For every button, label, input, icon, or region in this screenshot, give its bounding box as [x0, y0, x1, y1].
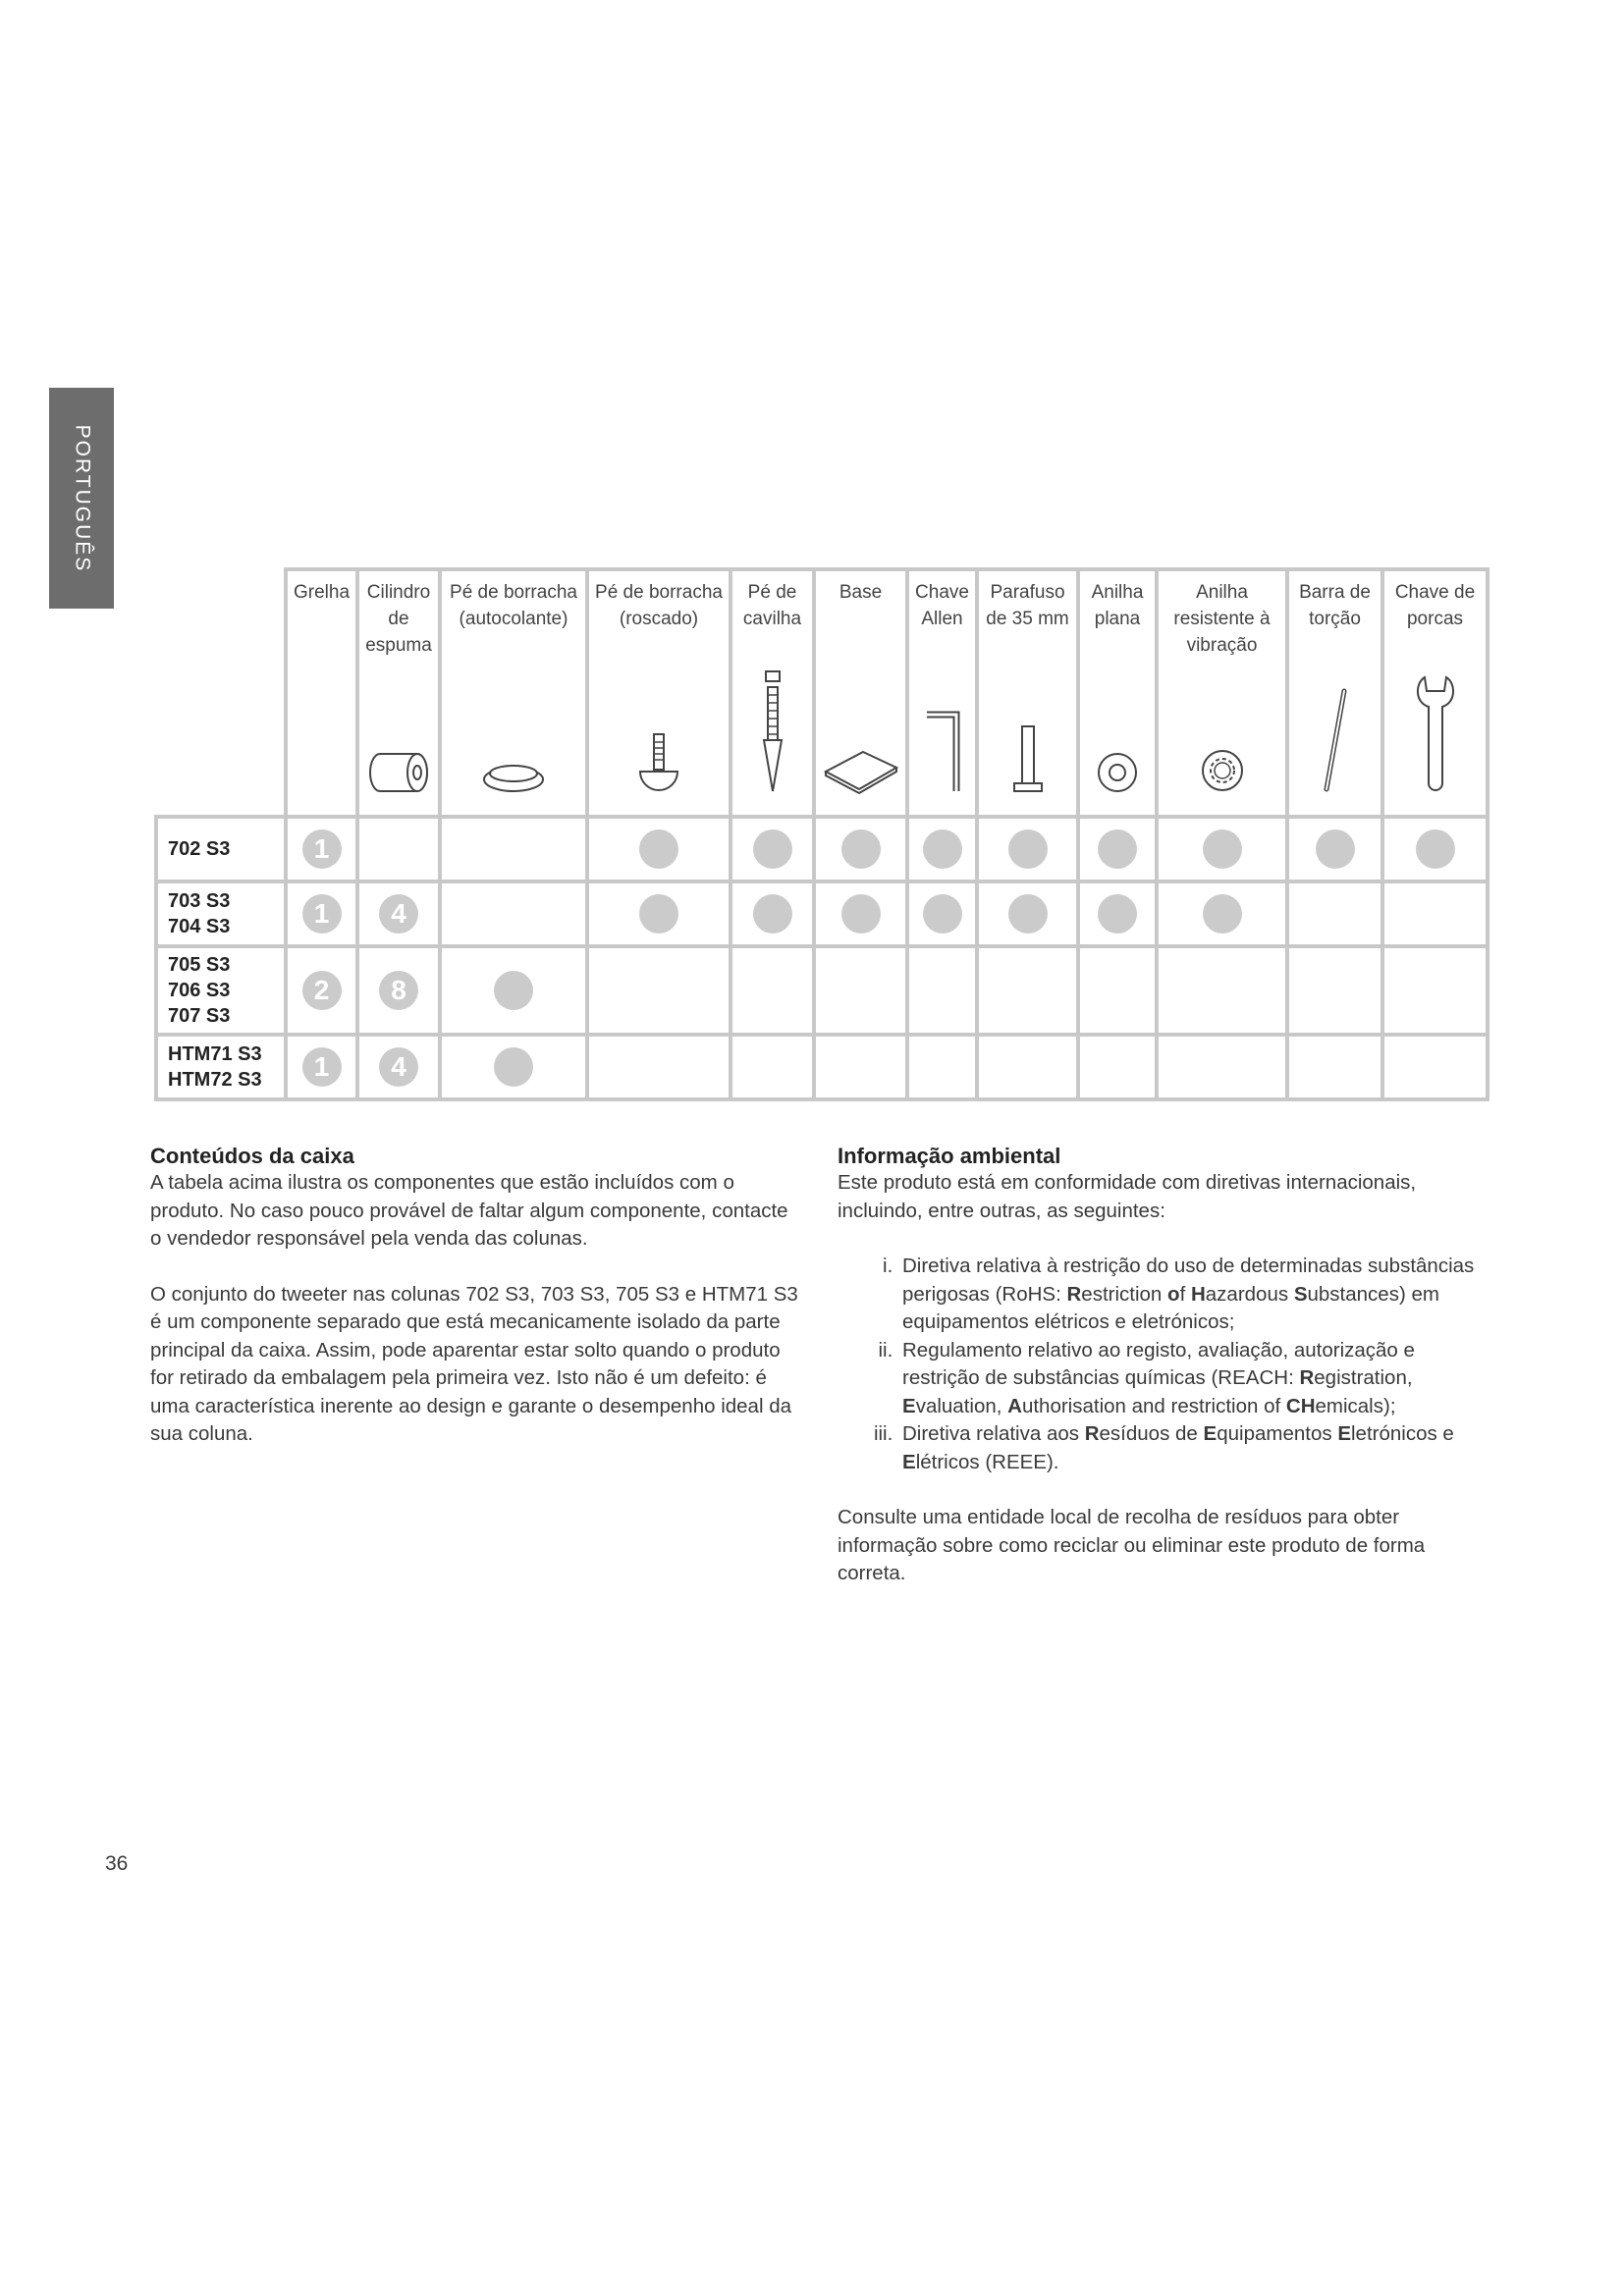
cell-washer: [1078, 946, 1157, 1035]
cell-base: [814, 946, 907, 1035]
cell-lock-washer: [1157, 817, 1287, 881]
cell-allen: [907, 881, 977, 946]
cell-spanner: [1382, 817, 1488, 881]
header-spacer: [156, 569, 286, 817]
cell-rubber-threaded: [587, 817, 731, 881]
directive-text: Diretiva relativa aos: [902, 1422, 1085, 1445]
rubber-foot-adhesive-icon: [479, 756, 548, 795]
cell-rubber-adhesive: [440, 946, 587, 1035]
cell-screw: [977, 817, 1078, 881]
col-label: Pé de borracha (autocolante): [450, 582, 577, 629]
cell-screw: [977, 946, 1078, 1035]
cell-torsion-bar: [1287, 881, 1382, 946]
included-dot: [1008, 829, 1048, 869]
cell-torsion-bar: [1287, 817, 1382, 881]
model-cell: [156, 817, 286, 881]
cell-foam: [357, 817, 440, 881]
model-cell: [156, 881, 286, 946]
included-dot: [494, 971, 533, 1010]
quantity-badge: 1: [302, 894, 342, 934]
included-dot: [639, 829, 678, 869]
model-name: 706 S3: [168, 980, 231, 1001]
acronym-letter: R: [1066, 1282, 1082, 1306]
model-name: 703 S3: [168, 890, 231, 912]
quantity-badge: 1: [302, 829, 342, 869]
acronym-letter: S: [1293, 1282, 1308, 1306]
included-dot: [753, 894, 792, 934]
rubber-foot-threaded-icon: [634, 730, 683, 795]
cell-foam: [357, 881, 440, 946]
acronym-letter: E: [1337, 1422, 1351, 1445]
cell-rubber-adhesive: [440, 881, 587, 946]
included-dot: [923, 894, 962, 934]
directive-text: ubstances: [1307, 1282, 1399, 1306]
quantity-badge: 8: [379, 971, 418, 1010]
cell-spanner: [1382, 881, 1488, 946]
model-name: 704 S3: [168, 916, 231, 937]
directive-text: Diretiva relativa à restrição do uso de determinadas substâncias perigosas (RoHS:: [902, 1255, 1475, 1306]
directive-item-reach: [898, 1337, 1486, 1421]
allen-key-icon: [921, 709, 964, 795]
acronym-letter: R: [1084, 1422, 1100, 1445]
cell-spike: [731, 946, 814, 1035]
directive-text: quipamentos: [1217, 1422, 1338, 1445]
cell-spanner: [1382, 946, 1488, 1035]
box-contents-paragraph-2: O conjunto do tweeter nas colunas 702 S3, 703 S3, 705 S3 e HTM71 S3 é um componente separado que está mecanicamente isolado da parte principal da caixa. Assim, pode aparentar estar solto quando o produto for retirado da embalagem pela primeira vez. Isto não é um defeito: é uma característica inerente ao design e garante o desempenho ideal da sua coluna.: [150, 1282, 798, 1445]
included-dot: [639, 894, 678, 934]
table-row: [156, 817, 1488, 881]
col-label: Grelha: [293, 582, 351, 603]
environmental-outro: Consulte uma entidade local de recolha de resíduos para obter informação sobre como reciclar ou eliminar este produto de forma correta.: [838, 1506, 1426, 1584]
included-dot: [753, 829, 792, 869]
col-header-base: [814, 569, 907, 817]
included-dot: [1203, 829, 1242, 869]
environmental-heading: Informação ambiental: [838, 1144, 1061, 1168]
cell-lock-washer: [1157, 1035, 1287, 1099]
directive-text: letrónicos e: [1351, 1422, 1454, 1445]
cell-rubber-adhesive: [440, 817, 587, 881]
components-table: [154, 567, 1489, 1101]
quantity-badge: 4: [379, 1047, 418, 1087]
cell-rubber-threaded: [587, 881, 731, 946]
included-dot: [923, 829, 962, 869]
directive-item-reee: [898, 1420, 1486, 1476]
model-cell: [156, 946, 286, 1035]
directive-text: esíduos de: [1099, 1422, 1204, 1445]
col-label: Chave de porcas: [1394, 582, 1476, 629]
cell-grelha: [286, 1035, 357, 1099]
cell-torsion-bar: [1287, 946, 1382, 1035]
included-dot: [1008, 894, 1048, 934]
directive-text: ) em equipamentos elétricos e eletrónicos;: [902, 1282, 1439, 1333]
lock-washer-icon: [1198, 746, 1247, 795]
table-body: [156, 817, 1488, 1099]
col-header-grelha: [286, 569, 357, 817]
included-dot: [1203, 894, 1242, 934]
environmental-section: [838, 1144, 1486, 1616]
quantity-badge: 2: [302, 971, 342, 1010]
cell-allen: [907, 817, 977, 881]
acronym-letter: R: [1299, 1366, 1315, 1389]
cell-foam: [357, 1035, 440, 1099]
col-header-spike: [731, 569, 814, 817]
cell-washer: [1078, 881, 1157, 946]
col-header-spanner: [1382, 569, 1488, 817]
col-header-rubber-adhesive: [440, 569, 587, 817]
cell-base: [814, 1035, 907, 1099]
directive-text: f: [1179, 1282, 1191, 1306]
table-header-row: [156, 569, 1488, 817]
cell-rubber-adhesive: [440, 1035, 587, 1099]
col-label: Barra de torção: [1299, 582, 1371, 629]
included-dot: [1098, 894, 1137, 934]
acronym-letter: CH: [1285, 1394, 1316, 1417]
screw-icon: [1008, 722, 1048, 795]
torsion-bar-icon: [1321, 687, 1350, 795]
included-dot: [494, 1047, 533, 1087]
col-label: Cilindro de espuma: [365, 582, 432, 656]
col-label: Parafuso de 35 mm: [986, 582, 1069, 629]
acronym-letter: H: [1190, 1282, 1206, 1306]
col-header-screw: [977, 569, 1078, 817]
box-contents-paragraph-1: A tabela acima ilustra os componentes que estão incluídos com o produto. No caso pouco provável de faltar algum componente, contacte o vendedor responsável pela venda das colunas.: [150, 1171, 788, 1250]
directive-text: valuation,: [915, 1394, 1008, 1417]
acronym-letter: o: [1167, 1282, 1180, 1306]
model-name: HTM71 S3: [168, 1043, 262, 1065]
directive-text: egistration,: [1314, 1366, 1413, 1389]
cell-washer: [1078, 817, 1157, 881]
table-row: [156, 946, 1488, 1035]
directive-text: azardous: [1205, 1282, 1294, 1306]
language-tab: [49, 388, 114, 609]
cell-spike: [731, 817, 814, 881]
cell-screw: [977, 1035, 1078, 1099]
table-row: [156, 1035, 1488, 1099]
page-number: 36: [105, 1852, 129, 1875]
quantity-badge: 1: [302, 1047, 342, 1087]
directive-text: estriction: [1081, 1282, 1168, 1306]
box-contents-heading: Conteúdos da caixa: [150, 1144, 354, 1168]
directive-text: );: [1383, 1394, 1396, 1417]
col-header-lock-washer: [1157, 569, 1287, 817]
spanner-icon: [1411, 673, 1460, 795]
directive-text: Regulamento relativo ao registo, avaliação, autorização e restrição de substâncias químicas (REACH:: [902, 1338, 1415, 1389]
cell-rubber-threaded: [587, 1035, 731, 1099]
cell-spike: [731, 1035, 814, 1099]
quantity-badge: 4: [379, 894, 418, 934]
model-name: HTM72 S3: [168, 1069, 262, 1091]
table-row: [156, 881, 1488, 946]
cell-spanner: [1382, 1035, 1488, 1099]
col-header-torsion-bar: [1287, 569, 1382, 817]
acronym-letter: E: [1203, 1422, 1218, 1445]
model-name: 702 S3: [168, 838, 231, 860]
cell-screw: [977, 881, 1078, 946]
col-label: Pé de cavilha: [742, 582, 802, 629]
col-label: Anilha plana: [1091, 582, 1144, 629]
directive-text: uthorisation and restriction of: [1021, 1394, 1286, 1417]
model-cell: [156, 1035, 286, 1099]
foam-cylinder-icon: [366, 750, 431, 795]
col-label: Chave Allen: [915, 582, 969, 629]
directive-text: emicals: [1315, 1394, 1383, 1417]
col-label: Anilha resistente à vibração: [1173, 582, 1271, 656]
box-contents-section: [150, 1144, 798, 1476]
acronym-letter: E: [902, 1450, 916, 1473]
cell-allen: [907, 1035, 977, 1099]
col-label: Base: [839, 582, 883, 603]
environmental-intro: Este produto está em conformidade com diretivas internacionais, incluindo, entre outras, as seguintes:: [838, 1171, 1417, 1222]
cell-base: [814, 881, 907, 946]
directives-list: [838, 1253, 1486, 1476]
cell-spike: [731, 881, 814, 946]
col-header-washer: [1078, 569, 1157, 817]
model-name: 705 S3: [168, 954, 231, 976]
washer-icon: [1095, 750, 1140, 795]
col-header-rubber-threaded: [587, 569, 731, 817]
col-header-allen: [907, 569, 977, 817]
cell-base: [814, 817, 907, 881]
included-dot: [841, 894, 881, 934]
directive-text: (REEE).: [979, 1450, 1059, 1473]
language-tab-label: PORTUGUÊS: [71, 424, 94, 572]
base-plate-icon: [822, 746, 900, 795]
cell-grelha: [286, 881, 357, 946]
cell-torsion-bar: [1287, 1035, 1382, 1099]
included-dot: [1416, 829, 1455, 869]
included-dot: [1098, 829, 1137, 869]
acronym-letter: E: [902, 1394, 916, 1417]
directive-text: létricos: [915, 1450, 980, 1473]
cell-rubber-threaded: [587, 946, 731, 1035]
col-header-foam: [357, 569, 440, 817]
directive-item-rohs: [898, 1253, 1486, 1337]
spike-icon: [758, 669, 787, 795]
acronym-letter: A: [1007, 1394, 1022, 1417]
cell-washer: [1078, 1035, 1157, 1099]
cell-foam: [357, 946, 440, 1035]
cell-allen: [907, 946, 977, 1035]
included-dot: [841, 829, 881, 869]
cell-grelha: [286, 817, 357, 881]
cell-lock-washer: [1157, 946, 1287, 1035]
cell-lock-washer: [1157, 881, 1287, 946]
included-dot: [1316, 829, 1355, 869]
col-label: Pé de borracha (roscado): [595, 582, 723, 629]
model-name: 707 S3: [168, 1005, 231, 1027]
cell-grelha: [286, 946, 357, 1035]
